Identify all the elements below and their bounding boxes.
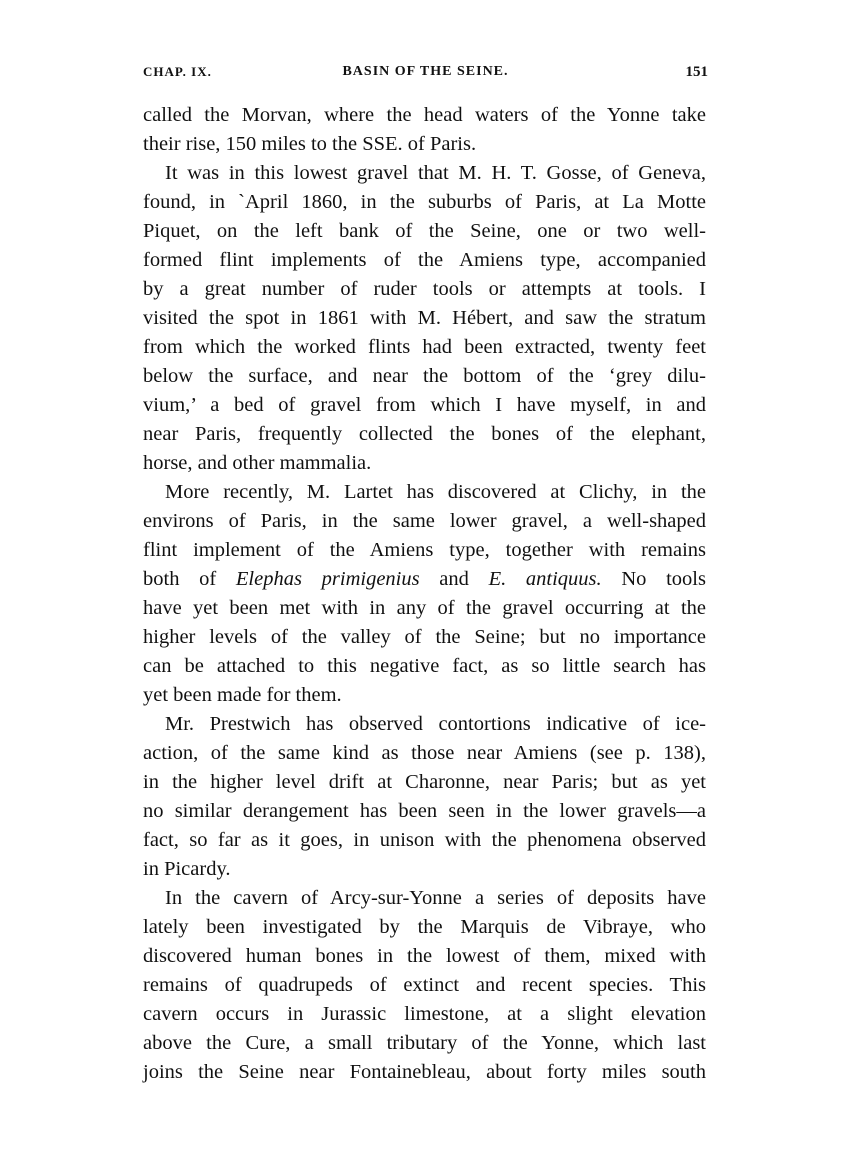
text-line: by a great number of ruder tools or attempts at tools. I [143,278,706,300]
text-line: horse, and other mammalia. [143,452,372,474]
text-line: yet been made for them. [143,684,342,706]
page-number: 151 [685,64,708,80]
italic-species-name: E. antiquus. [488,568,602,590]
text-line: flint implement of the Amiens type, together with remains [143,539,706,561]
text-line: Mr. Prestwich has observed contortions indicative of ice- [165,713,706,735]
text-line: environs of Paris, in the same lower gravel, a well-shaped [143,510,706,532]
text-line: formed flint implements of the Amiens type, accompanied [143,249,706,271]
running-head [143,64,708,86]
text-line: joins the Seine near Fontainebleau, about forty miles south [143,1061,706,1083]
chapter-label: CHAP. IX. [143,64,212,79]
text-line: their rise, 150 miles to the SSE. of Paris. [143,133,477,155]
text-line: cavern occurs in Jurassic limestone, at a slight elevation [143,1003,706,1025]
text-line: lately been investigated by the Marquis de Vibraye, who [143,916,706,938]
text-segment: and [419,568,489,590]
text-line: called the Morvan, where the head waters of the Yonne take [143,104,706,126]
body-text [143,101,706,1087]
text-line: Piquet, on the left bank of the Seine, one or two well- [143,220,706,242]
text-line: from which the worked flints had been extracted, twenty feet [143,336,706,358]
text-line: In the cavern of Arcy-sur-Yonne a series of deposits have [165,887,706,909]
text-line: in the higher level drift at Charonne, near Paris; but as yet [143,771,706,793]
text-line: remains of quadrupeds of extinct and recent species. This [143,974,706,996]
text-line: It was in this lowest gravel that M. H. T. Gosse, of Geneva, [165,162,706,184]
text-line: visited the spot in 1861 with M. Hébert, and saw the stratum [143,307,706,329]
text-line: found, in `April 1860, in the suburbs of Paris, at La Motte [143,191,706,213]
text-line: higher levels of the valley of the Seine; but no importance [143,626,706,648]
text-line: in Picardy. [143,858,231,880]
text-line [143,565,706,594]
text-line: fact, so far as it goes, in unison with the phenomena observed [143,829,706,851]
text-line: vium,’ a bed of gravel from which I have myself, in and [143,394,706,416]
text-line: can be attached to this negative fact, as so little search has [143,655,706,677]
running-title: BASIN OF THE SEINE. [342,64,509,79]
text-line: below the surface, and near the bottom of the ‘grey dilu- [143,365,706,387]
text-line: above the Cure, a small tributary of the Yonne, which last [143,1032,706,1054]
text-line: near Paris, frequently collected the bones of the elephant, [143,423,706,445]
text-line: discovered human bones in the lowest of them, mixed with [143,945,706,967]
text-line: no similar derangement has been seen in the lower gravels—a [143,800,706,822]
text-segment: No tools [601,568,706,590]
text-line: More recently, M. Lartet has discovered at Clichy, in the [165,481,706,503]
text-line: action, of the same kind as those near Amiens (see p. 138), [143,742,706,764]
italic-species-name: Elephas primigenius [235,568,420,590]
text-segment: both of [143,568,236,590]
text-line: have yet been met with in any of the gravel occurring at the [143,597,706,619]
